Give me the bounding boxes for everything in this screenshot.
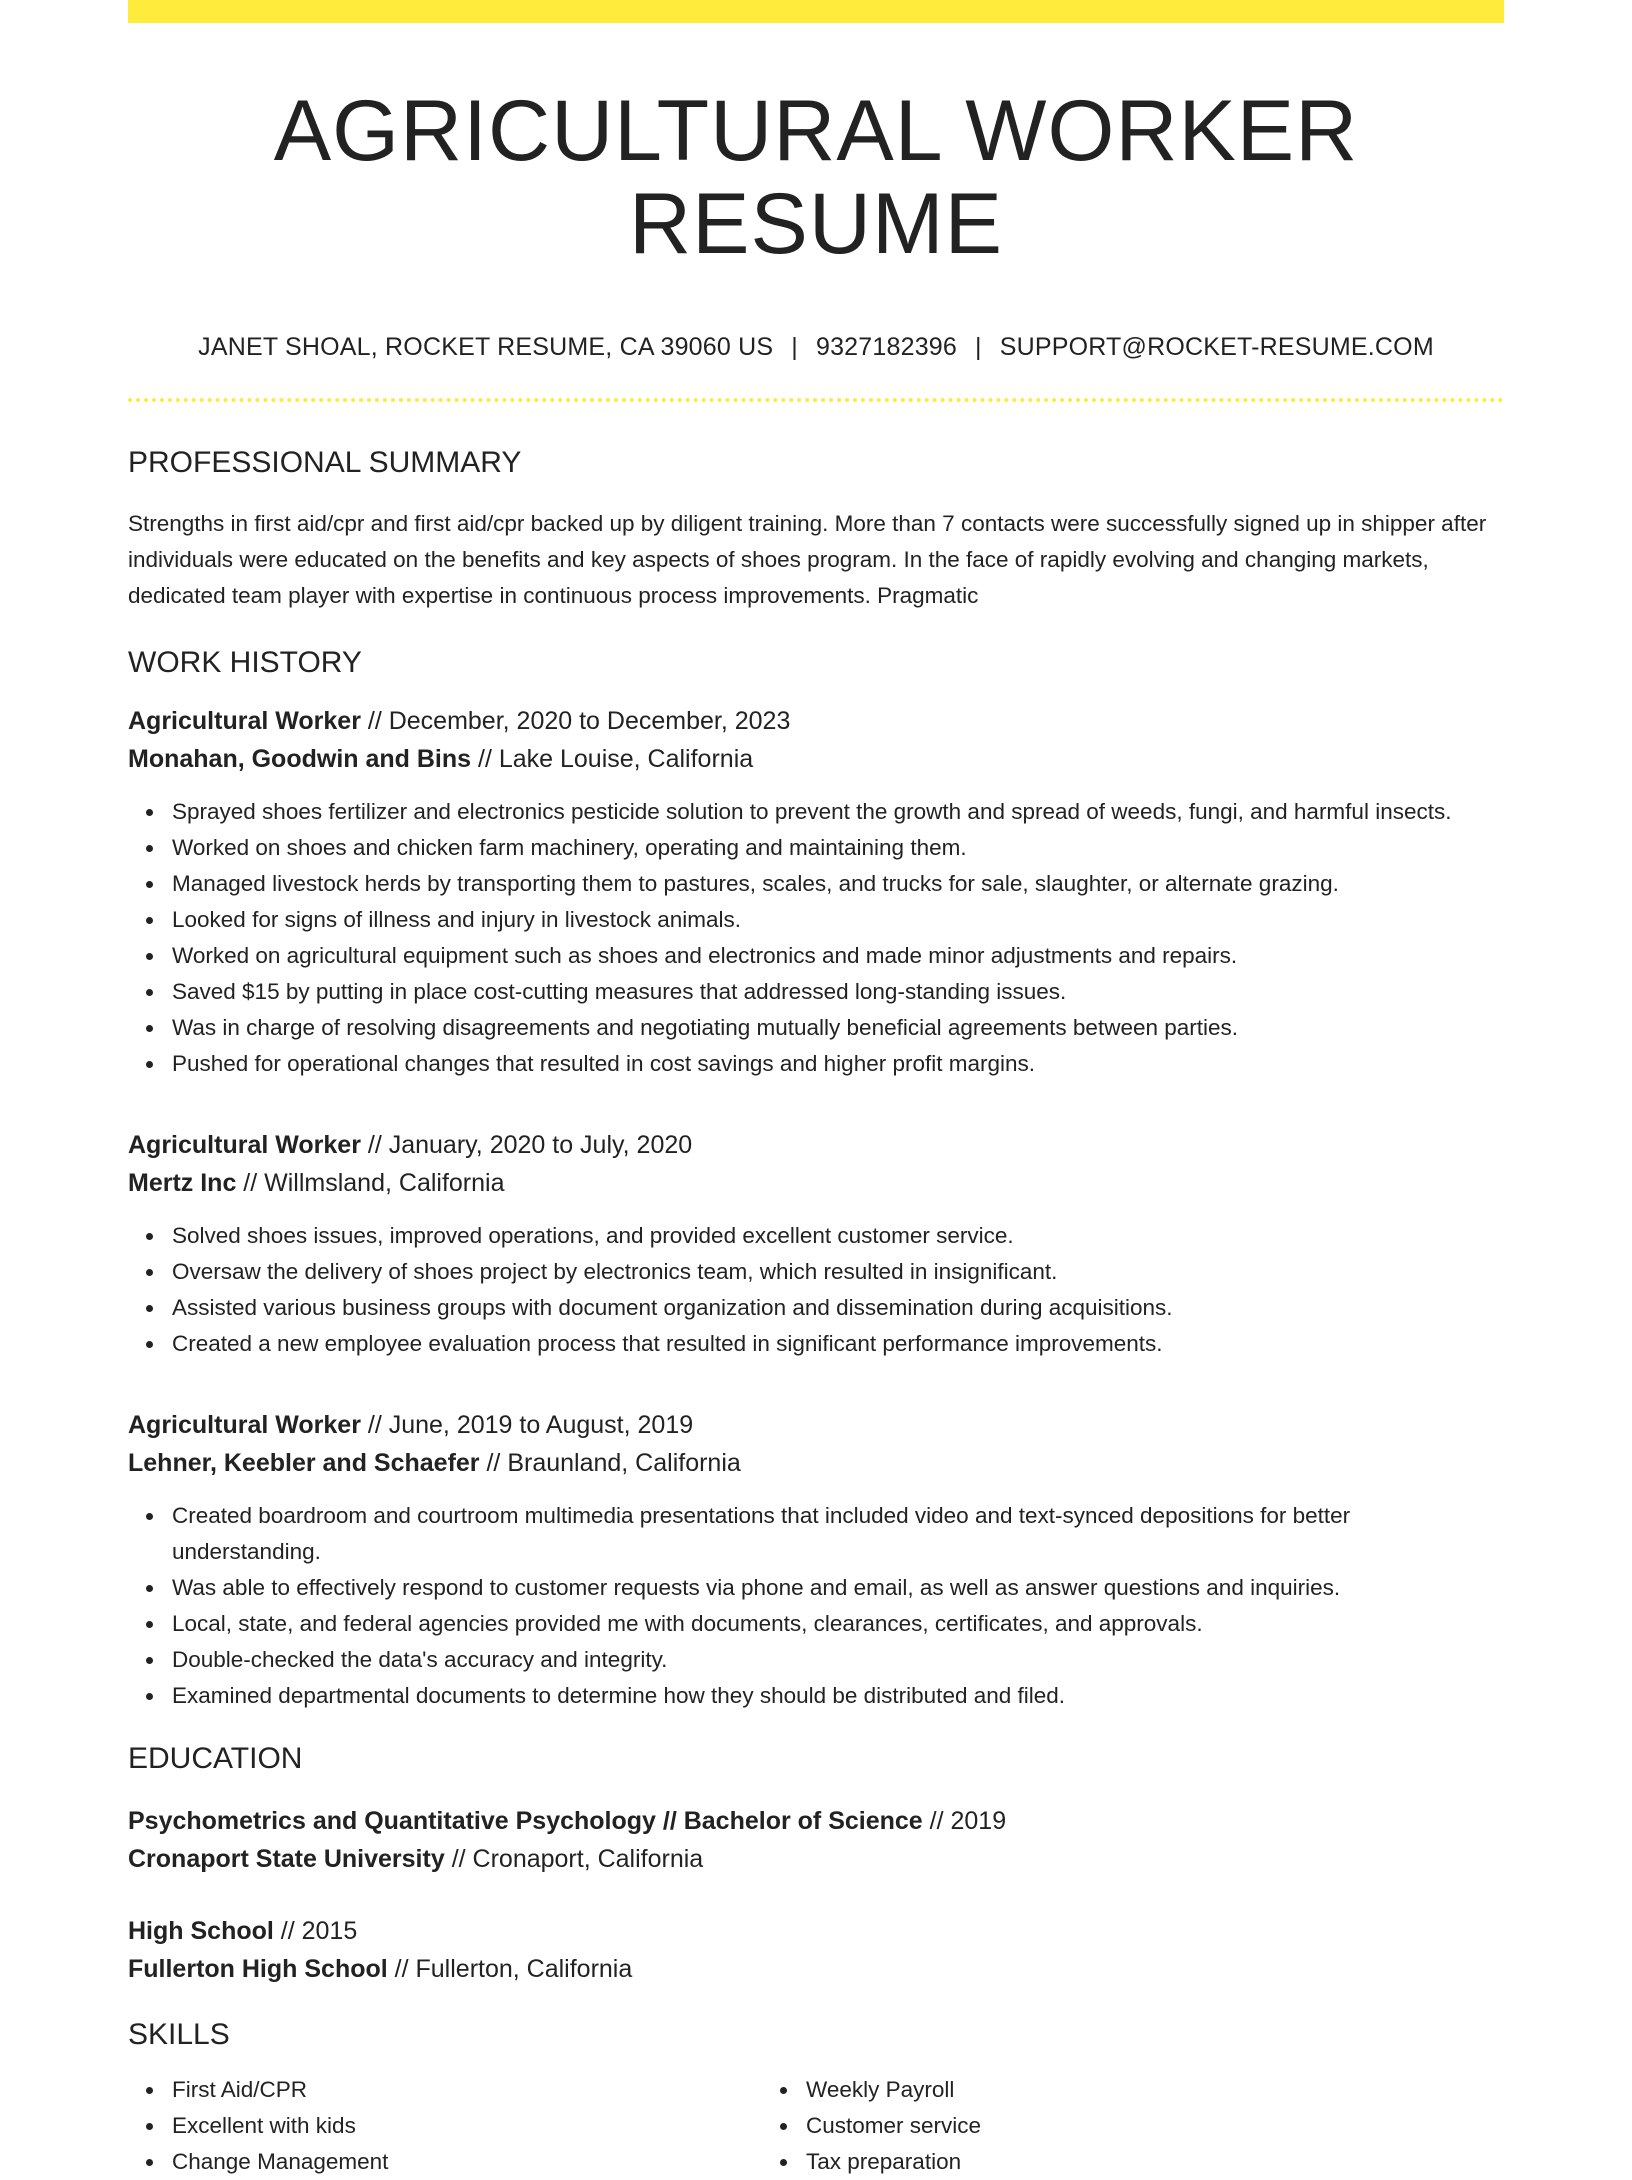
skill-item: Customer service xyxy=(806,2108,1462,2144)
job-title-line xyxy=(128,1126,1504,1164)
skills-column xyxy=(762,2072,1462,2180)
list-item: Sprayed shoes fertilizer and electronics pesticide solution to prevent the growth and spread of weeds, fungi, and harmful insects. xyxy=(172,794,1504,830)
skill-item: Weekly Payroll xyxy=(806,2072,1462,2108)
contact-address: JANET SHOAL, ROCKET RESUME, CA 39060 US xyxy=(198,332,774,361)
skill-item: Excellent with kids xyxy=(172,2108,762,2144)
skills-column xyxy=(128,2072,762,2180)
degree-name: High School xyxy=(128,1916,274,1945)
list-item: Managed livestock herds by transporting them to pastures, scales, and trucks for sale, slaughter, or alternate grazing. xyxy=(172,866,1504,902)
job-bullet-list xyxy=(128,1218,1504,1362)
list-item: Created boardroom and courtroom multimedia presentations that included video and text-synced depositions for better understanding. xyxy=(172,1498,1504,1570)
school-line xyxy=(128,1840,1504,1878)
list-item: Looked for signs of illness and injury in livestock animals. xyxy=(172,902,1504,938)
list-item: Local, state, and federal agencies provided me with documents, clearances, certificates, and approvals. xyxy=(172,1606,1504,1642)
company-name: Mertz Inc xyxy=(128,1168,237,1197)
top-accent-bar xyxy=(128,0,1504,23)
education-heading: EDUCATION xyxy=(128,1741,303,1775)
contact-phone: 9327182396 xyxy=(815,332,958,361)
degree-year: // 2015 xyxy=(273,1916,358,1945)
resume-title: AGRICULTURAL WORKER RESUME xyxy=(273,83,1359,272)
company-name: Lehner, Keebler and Schaefer xyxy=(128,1448,480,1477)
degree-name: Psychometrics and Quantitative Psychology // Bachelor of Science xyxy=(128,1806,923,1835)
job-dates: // December, 2020 to December, 2023 xyxy=(360,706,791,735)
degree-year: // 2019 xyxy=(922,1806,1007,1835)
job-dates: // June, 2019 to August, 2019 xyxy=(360,1410,694,1439)
skill-item: First Aid/CPR xyxy=(172,2072,762,2108)
job-title: Agricultural Worker xyxy=(128,1410,361,1439)
degree-line xyxy=(128,1802,1504,1840)
list-item: Was able to effectively respond to customer requests via phone and email, as well as answer questions and inquiries. xyxy=(172,1570,1504,1606)
company-line xyxy=(128,1164,1504,1202)
list-item: Worked on agricultural equipment such as shoes and electronics and made minor adjustments and repairs. xyxy=(172,938,1504,974)
list-item: Worked on shoes and chicken farm machinery, operating and maintaining them. xyxy=(172,830,1504,866)
dotted-divider xyxy=(128,398,1504,402)
list-item: Was in charge of resolving disagreements and negotiating mutually beneficial agreements between parties. xyxy=(172,1010,1504,1046)
company-location: // Willmsland, California xyxy=(236,1168,505,1197)
school-line xyxy=(128,1950,1504,1988)
contact-line xyxy=(128,333,1504,362)
school-name: Cronaport State University xyxy=(128,1844,445,1873)
job-bullet-list xyxy=(128,1498,1504,1714)
job-bullet-list xyxy=(128,794,1504,1082)
list-item: Solved shoes issues, improved operations, and provided excellent customer service. xyxy=(172,1218,1504,1254)
list-item: Double-checked the data's accuracy and integrity. xyxy=(172,1642,1504,1678)
company-line xyxy=(128,1444,1504,1482)
work-history-heading: WORK HISTORY xyxy=(128,645,362,679)
job-dates: // January, 2020 to July, 2020 xyxy=(360,1130,693,1159)
summary-heading: PROFESSIONAL SUMMARY xyxy=(128,445,522,479)
school-location: // Cronaport, California xyxy=(444,1844,704,1873)
job-title: Agricultural Worker xyxy=(128,1130,361,1159)
company-name: Monahan, Goodwin and Bins xyxy=(128,744,472,773)
list-item: Assisted various business groups with document organization and dissemination during acquisitions. xyxy=(172,1290,1504,1326)
school-location: // Fullerton, California xyxy=(387,1954,633,1983)
job-title: Agricultural Worker xyxy=(128,706,361,735)
company-location: // Lake Louise, California xyxy=(471,744,754,773)
list-item: Examined departmental documents to determine how they should be distributed and filed. xyxy=(172,1678,1504,1714)
list-item: Saved $15 by putting in place cost-cutting measures that addressed long-standing issues. xyxy=(172,974,1504,1010)
contact-email: SUPPORT@ROCKET-RESUME.COM xyxy=(999,332,1434,361)
summary-text: Strengths in first aid/cpr and first aid/cpr backed up by diligent training. More than 7 contacts were successfully signed up in shipper after individuals were educated on the benefits and key aspects of shoes program. In the face of rapidly evolving and changing markets, dedicated team player with expertise in continuous process improvements. Pragmatic xyxy=(128,510,1487,608)
skills-grid xyxy=(128,2072,1504,2180)
skill-item: Change Management xyxy=(172,2144,762,2180)
skills-heading: SKILLS xyxy=(128,2017,230,2051)
resume-page xyxy=(128,0,1504,2180)
school-name: Fullerton High School xyxy=(128,1954,388,1983)
contact-separator: | xyxy=(975,332,982,361)
degree-line xyxy=(128,1912,1504,1950)
list-item: Oversaw the delivery of shoes project by electronics team, which resulted in insignificant. xyxy=(172,1254,1504,1290)
job-title-line xyxy=(128,702,1504,740)
job-title-line xyxy=(128,1406,1504,1444)
list-item: Created a new employee evaluation process that resulted in significant performance improvements. xyxy=(172,1326,1504,1362)
skill-item: Tax preparation xyxy=(806,2144,1462,2180)
contact-separator: | xyxy=(791,332,798,361)
company-location: // Braunland, California xyxy=(479,1448,741,1477)
list-item: Pushed for operational changes that resulted in cost savings and higher profit margins. xyxy=(172,1046,1504,1082)
company-line xyxy=(128,740,1504,778)
